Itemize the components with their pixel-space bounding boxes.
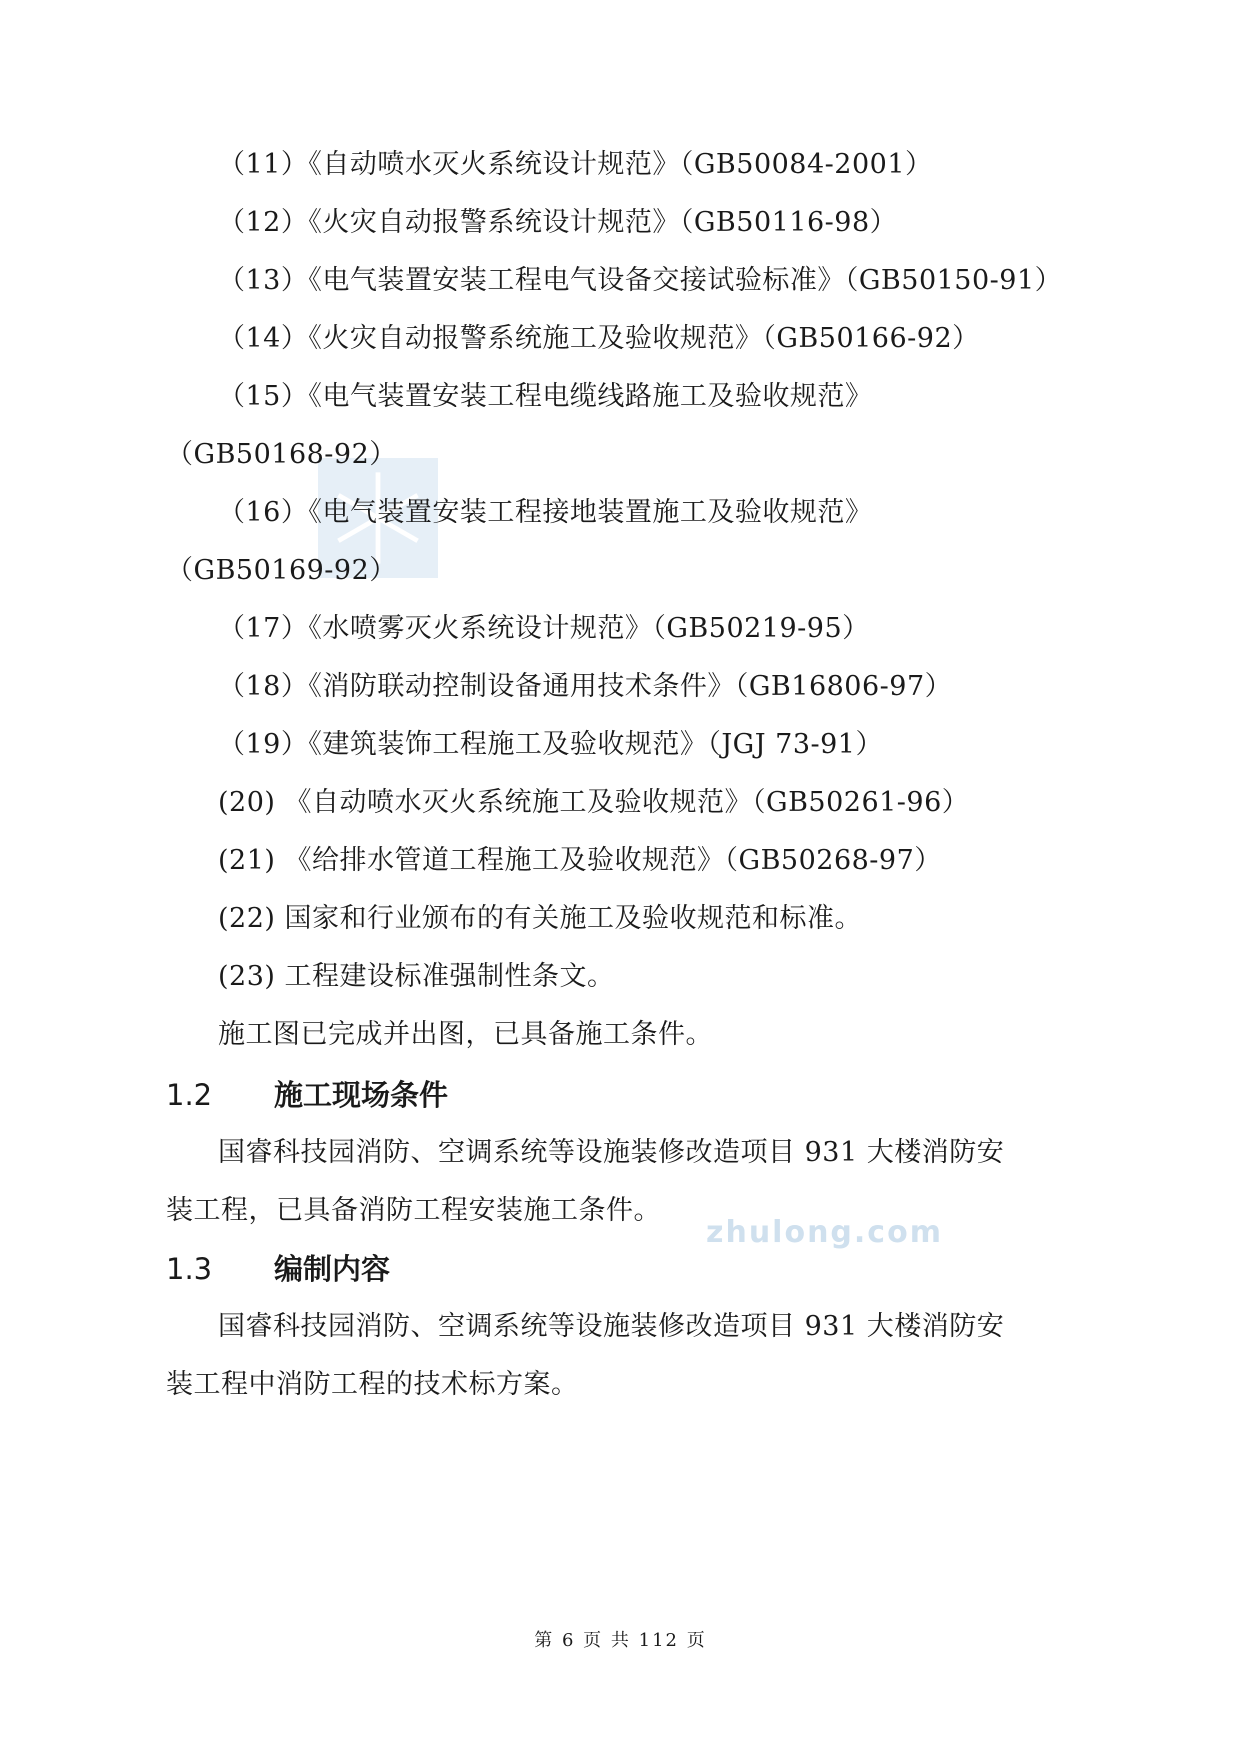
section-number: 1.3 — [166, 1252, 213, 1286]
reference-item: (20) 《自动喷水灭火系统施工及验收规范》（GB50261-96） — [218, 787, 970, 818]
section-paragraph: 国睿科技园消防、空调系统等设施装修改造项目 931 大楼消防安 — [218, 1311, 1005, 1342]
reference-item: （17）《水喷雾灭火系统设计规范》（GB50219-95） — [218, 613, 870, 644]
section-heading-1-3 — [166, 1249, 390, 1289]
reference-item: （18）《消防联动控制设备通用技术条件》（GB16806-97） — [218, 671, 953, 702]
section-number: 1.2 — [166, 1078, 213, 1112]
section-paragraph: 装工程中消防工程的技术标方案。 — [166, 1369, 579, 1400]
reference-item: （16）《电气装置安装工程接地装置施工及验收规范》 — [218, 497, 873, 528]
reference-item: (22) 国家和行业颁布的有关施工及验收规范和标准。 — [218, 903, 863, 934]
reference-item: （19）《建筑装饰工程施工及验收规范》（JGJ 73-91） — [218, 729, 883, 760]
closing-sentence: 施工图已完成并出图，已具备施工条件。 — [218, 1019, 713, 1050]
reference-item: （11）《自动喷水灭火系统设计规范》（GB50084-2001） — [218, 149, 933, 180]
reference-item-continuation: （GB50169-92） — [166, 555, 397, 586]
section-title: 施工现场条件 — [274, 1078, 449, 1112]
section-paragraph: 国睿科技园消防、空调系统等设施装修改造项目 931 大楼消防安 — [218, 1137, 1005, 1168]
watermark-text: zhulong.com — [706, 1215, 943, 1250]
reference-item: （12）《火灾自动报警系统设计规范》（GB50116-98） — [218, 207, 898, 238]
section-title: 编制内容 — [274, 1252, 391, 1286]
section-paragraph: 装工程，已具备消防工程安装施工条件。 — [166, 1195, 661, 1226]
reference-item: （13）《电气装置安装工程电气设备交接试验标准》（GB50150-91） — [218, 265, 1063, 296]
section-heading-1-2 — [166, 1075, 448, 1115]
reference-item-continuation: （GB50168-92） — [166, 439, 397, 470]
page-footer: 第 6 页 共 112 页 — [534, 1630, 707, 1651]
reference-item: （14）《火灾自动报警系统施工及验收规范》（GB50166-92） — [218, 323, 980, 354]
reference-item: （15）《电气装置安装工程电缆线路施工及验收规范》 — [218, 381, 873, 412]
reference-item: (23) 工程建设标准强制性条文。 — [218, 961, 615, 992]
reference-item: (21) 《给排水管道工程施工及验收规范》（GB50268-97） — [218, 845, 942, 876]
